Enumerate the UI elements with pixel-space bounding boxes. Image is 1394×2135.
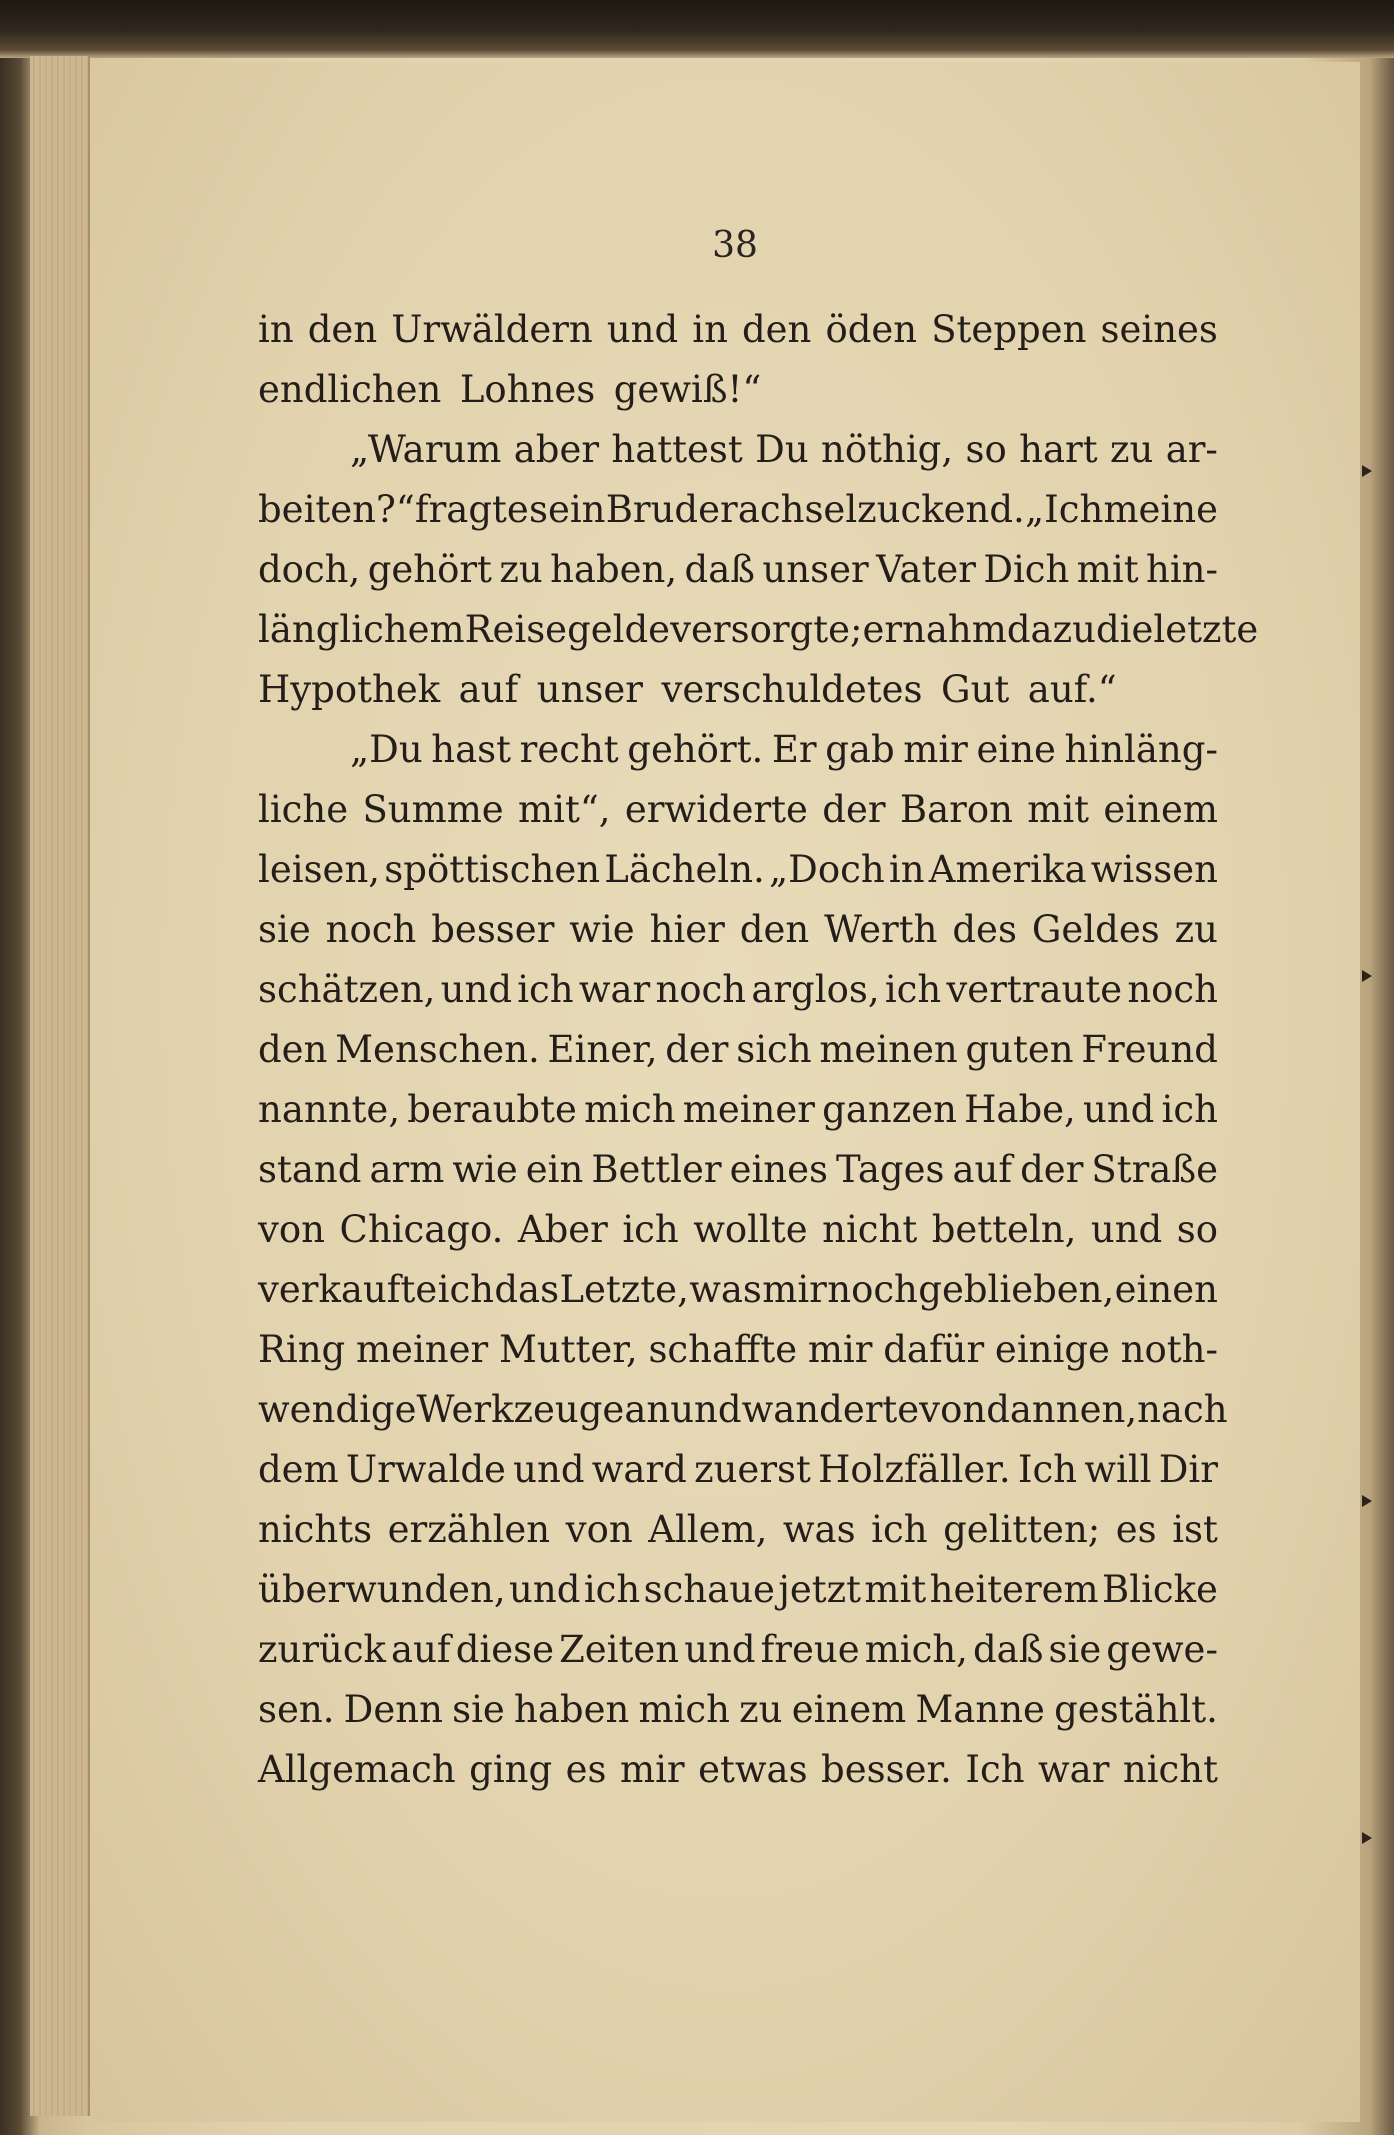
- word: Lächeln.: [604, 848, 765, 891]
- word: ich: [1161, 1088, 1218, 1131]
- word: zu: [1174, 908, 1218, 951]
- word: besser.: [821, 1748, 952, 1791]
- word: etwas: [698, 1748, 808, 1791]
- word: freue: [760, 1628, 860, 1671]
- word: an: [624, 1388, 671, 1431]
- word: gewe-: [1106, 1628, 1218, 1671]
- word: nicht: [1122, 1748, 1218, 1791]
- text-line: [258, 960, 1218, 1020]
- word: zu: [499, 548, 543, 591]
- word: ich: [622, 1208, 679, 1251]
- word: Hypothek: [258, 668, 441, 711]
- word: aber: [513, 428, 600, 471]
- word: ward: [591, 1448, 687, 1491]
- word: erzählen: [387, 1508, 551, 1551]
- word: Ich: [1017, 1448, 1078, 1491]
- word: arm: [369, 1148, 445, 1191]
- word: Summe: [362, 788, 504, 831]
- word: auf: [458, 668, 519, 711]
- page-stack-edge: [30, 56, 90, 2116]
- word: verkaufte: [258, 1268, 438, 1311]
- page-number: 38: [712, 225, 758, 266]
- word: ich: [517, 968, 574, 1011]
- word: haben,: [550, 548, 678, 591]
- text-line: [258, 1500, 1218, 1560]
- word: beiten?“: [258, 488, 415, 531]
- word: verschuldetes: [661, 668, 923, 711]
- word: zu: [1109, 428, 1154, 471]
- word: letzte: [1153, 608, 1259, 651]
- word: Mutter,: [498, 1328, 638, 1371]
- word: gewiß!“: [613, 368, 762, 411]
- word: Urwalde: [345, 1448, 506, 1491]
- word: gehört.: [627, 728, 764, 771]
- word: ich: [871, 1508, 928, 1551]
- word: gehört: [367, 548, 492, 591]
- word: eine: [976, 728, 1056, 771]
- text-line: [258, 1740, 1218, 1800]
- word: spöttischen: [384, 848, 601, 891]
- word: und: [440, 968, 513, 1011]
- word: sein: [528, 488, 606, 531]
- word: Ich: [965, 1748, 1025, 1791]
- word: mir: [762, 1268, 827, 1311]
- word: daß: [684, 548, 756, 591]
- word: war: [1038, 1748, 1110, 1791]
- margin-tab-mark: [1362, 970, 1372, 982]
- word: der: [665, 1028, 729, 1071]
- word: Allem,: [648, 1508, 768, 1551]
- text-line: [258, 1680, 1218, 1740]
- text-line: [258, 840, 1218, 900]
- word: heiterem: [929, 1568, 1099, 1611]
- word: sie: [452, 1688, 505, 1731]
- word: guten: [965, 1028, 1074, 1071]
- text-line: [258, 300, 1218, 360]
- word: liche: [258, 788, 349, 831]
- word: und: [1090, 1208, 1163, 1251]
- word: Vater: [876, 548, 976, 591]
- word: Letzte,: [559, 1268, 689, 1311]
- word: ich: [884, 968, 942, 1011]
- word: sen.: [258, 1688, 335, 1731]
- word: was: [782, 1508, 856, 1551]
- word: geblieben,: [918, 1268, 1115, 1311]
- word: meine: [1103, 488, 1218, 531]
- word: „Doch: [769, 848, 885, 891]
- word: von: [258, 1208, 326, 1251]
- word: diese: [455, 1628, 555, 1671]
- word: von: [919, 1388, 987, 1431]
- word: ich: [583, 1568, 641, 1611]
- word: Dich: [983, 548, 1070, 591]
- word: erwiderte: [624, 788, 808, 831]
- text-line: [258, 1320, 1218, 1380]
- word: war: [578, 968, 651, 1011]
- word: hart: [1019, 428, 1098, 471]
- word: mich: [584, 1088, 676, 1131]
- word: achselzuckend.: [737, 488, 1025, 531]
- text-line: [258, 1080, 1218, 1140]
- word: versorgte;: [670, 608, 863, 651]
- word: schaue: [643, 1568, 775, 1611]
- word: eines: [729, 1148, 829, 1191]
- word: und: [684, 1628, 756, 1671]
- text-line: [258, 1440, 1218, 1500]
- word: Amerika: [928, 848, 1087, 891]
- word: dem: [258, 1448, 339, 1491]
- word: mir: [903, 728, 968, 771]
- word: hier: [649, 908, 725, 951]
- word: Bettler: [591, 1148, 722, 1191]
- word: nöthig,: [821, 428, 954, 471]
- word: Bruder: [605, 488, 738, 531]
- word: gestählt.: [1054, 1688, 1218, 1731]
- text-line: [258, 1380, 1228, 1440]
- word: mit: [1027, 788, 1090, 831]
- word: Er: [771, 728, 817, 771]
- word: noch: [1127, 968, 1218, 1011]
- word: hattest: [611, 428, 743, 471]
- word: nicht: [822, 1208, 918, 1251]
- word: nach: [1137, 1388, 1228, 1431]
- word: Reisegelde: [464, 608, 671, 651]
- word: Blicke: [1102, 1568, 1218, 1611]
- word: ein: [525, 1148, 584, 1191]
- margin-tab-mark: [1362, 1832, 1372, 1844]
- word: von: [565, 1508, 633, 1551]
- word: der: [1020, 1148, 1084, 1191]
- text-line: [258, 360, 1218, 420]
- word: meiner: [682, 1088, 815, 1131]
- word: Lohnes: [459, 368, 596, 411]
- word: und: [509, 1568, 581, 1611]
- word: den: [307, 308, 378, 351]
- word: schätzen,: [258, 968, 436, 1011]
- word: Dir: [1158, 1448, 1218, 1491]
- word: daß: [972, 1628, 1044, 1671]
- word: noth-: [1120, 1328, 1218, 1371]
- word: hinläng-: [1064, 728, 1218, 771]
- word: Urwäldern: [391, 308, 593, 351]
- word: „Warum: [350, 428, 502, 471]
- word: in: [888, 848, 925, 891]
- word: noch: [655, 968, 747, 1011]
- word: den: [739, 908, 810, 951]
- word: den: [741, 308, 812, 351]
- word: beraubte: [407, 1088, 577, 1131]
- text-line: [258, 1560, 1218, 1620]
- word: wanderte: [741, 1388, 920, 1431]
- word: jetzt: [778, 1568, 861, 1611]
- word: Menschen.: [335, 1028, 540, 1071]
- word: noch: [325, 908, 417, 951]
- scan-top-border: [0, 0, 1394, 58]
- word: hin-: [1145, 548, 1218, 591]
- text-line: [258, 480, 1218, 540]
- text-line: [258, 720, 1218, 780]
- word: besser: [431, 908, 555, 951]
- word: die: [1095, 608, 1154, 651]
- word: und: [606, 308, 679, 351]
- word: noch: [827, 1268, 918, 1311]
- word: mir: [807, 1328, 873, 1371]
- margin-tab-mark: [1362, 1495, 1372, 1507]
- word: es: [1115, 1508, 1157, 1551]
- word: Tages: [836, 1148, 945, 1191]
- word: mich,: [864, 1628, 968, 1671]
- word: was: [689, 1268, 762, 1311]
- word: ist: [1172, 1508, 1218, 1551]
- word: Ring: [258, 1328, 346, 1371]
- word: „Ich: [1024, 488, 1104, 531]
- word: den: [258, 1028, 328, 1071]
- text-line: [258, 780, 1218, 840]
- text-line: [258, 1140, 1218, 1200]
- word: haben: [514, 1688, 630, 1731]
- text-line: [258, 1200, 1218, 1260]
- text-line: [258, 1020, 1218, 1080]
- word: schaffte: [648, 1328, 798, 1371]
- word: auf: [391, 1628, 451, 1671]
- word: meiner: [355, 1328, 489, 1371]
- word: sie: [1048, 1628, 1102, 1671]
- word: wie: [569, 908, 635, 951]
- word: des: [952, 908, 1017, 951]
- word: gelitten;: [943, 1508, 1101, 1551]
- word: dazu: [1006, 608, 1096, 651]
- word: Holzfäller.: [818, 1448, 1011, 1491]
- word: wissen: [1090, 848, 1218, 891]
- word: Allgemach: [258, 1748, 456, 1791]
- word: Denn: [343, 1688, 443, 1731]
- body-text: [258, 300, 1259, 1800]
- word: dannen,: [986, 1388, 1138, 1431]
- word: einem: [791, 1688, 907, 1731]
- word: Du: [755, 428, 809, 471]
- word: wie: [452, 1148, 518, 1191]
- word: dafür: [883, 1328, 985, 1371]
- word: mit“,: [518, 788, 611, 831]
- word: fragte: [414, 488, 529, 531]
- word: er: [862, 608, 903, 651]
- text-line: [258, 660, 1218, 720]
- word: so: [965, 428, 1007, 471]
- word: länglichem: [258, 608, 465, 651]
- word: auf.“: [1027, 668, 1117, 711]
- word: ar-: [1165, 428, 1218, 471]
- word: wollte: [693, 1208, 808, 1251]
- word: mir: [620, 1748, 685, 1791]
- text-line: [258, 420, 1218, 480]
- word: Straße: [1091, 1148, 1218, 1191]
- word: doch,: [258, 548, 361, 591]
- word: Aber: [517, 1208, 608, 1251]
- word: der: [822, 788, 886, 831]
- word: Freund: [1081, 1028, 1218, 1071]
- word: will: [1084, 1448, 1152, 1491]
- word: Einer,: [547, 1028, 658, 1071]
- word: zu: [739, 1688, 783, 1731]
- word: betteln,: [931, 1208, 1077, 1251]
- word: und: [1083, 1088, 1155, 1131]
- word: es: [565, 1748, 607, 1791]
- word: endlichen: [258, 368, 442, 411]
- word: so: [1176, 1208, 1218, 1251]
- word: leisen,: [258, 848, 381, 891]
- word: Werth: [824, 908, 938, 951]
- word: ganzen: [822, 1088, 957, 1131]
- word: in: [258, 308, 294, 351]
- word: „Du: [350, 728, 423, 771]
- word: einige: [994, 1328, 1110, 1371]
- word: wendige: [258, 1388, 417, 1431]
- text-line: [258, 900, 1218, 960]
- word: überwunden,: [258, 1568, 506, 1611]
- word: einem: [1103, 788, 1218, 831]
- word: sie: [258, 908, 311, 951]
- word: auf: [952, 1148, 1013, 1191]
- word: hast: [431, 728, 512, 771]
- word: recht: [519, 728, 619, 771]
- word: Baron: [899, 788, 1013, 831]
- text-line: [258, 600, 1259, 660]
- word: zurück: [258, 1628, 386, 1671]
- margin-tab-mark: [1362, 465, 1372, 477]
- word: und: [513, 1448, 585, 1491]
- text-line: [258, 1620, 1218, 1680]
- word: vertraute: [946, 968, 1123, 1011]
- word: seines: [1100, 308, 1218, 351]
- word: Steppen: [931, 308, 1087, 351]
- word: gab: [825, 728, 895, 771]
- word: Gut: [941, 668, 1010, 711]
- word: unser: [762, 548, 869, 591]
- word: mit: [864, 1568, 927, 1611]
- text-line: [258, 1260, 1218, 1320]
- word: unser: [536, 668, 643, 711]
- word: meinen: [819, 1028, 958, 1071]
- word: mit: [1076, 548, 1139, 591]
- word: in: [692, 308, 728, 351]
- word: Habe,: [964, 1088, 1076, 1131]
- word: nahm: [902, 608, 1007, 651]
- word: nannte,: [258, 1088, 401, 1131]
- word: Chicago.: [339, 1208, 504, 1251]
- word: zuerst: [694, 1448, 811, 1491]
- word: ich: [437, 1268, 495, 1311]
- word: ging: [469, 1748, 553, 1791]
- word: einen: [1114, 1268, 1218, 1311]
- text-line: [258, 540, 1218, 600]
- word: Geldes: [1031, 908, 1160, 951]
- word: sich: [736, 1028, 812, 1071]
- word: nichts: [258, 1508, 373, 1551]
- word: arglos,: [751, 968, 880, 1011]
- word: mich: [638, 1688, 730, 1731]
- word: öden: [825, 308, 918, 351]
- word: Manne: [915, 1688, 1045, 1731]
- word: stand: [258, 1148, 362, 1191]
- word: das: [494, 1268, 560, 1311]
- word: Zeiten: [559, 1628, 680, 1671]
- word: und: [670, 1388, 742, 1431]
- word: Werkzeuge: [416, 1388, 625, 1431]
